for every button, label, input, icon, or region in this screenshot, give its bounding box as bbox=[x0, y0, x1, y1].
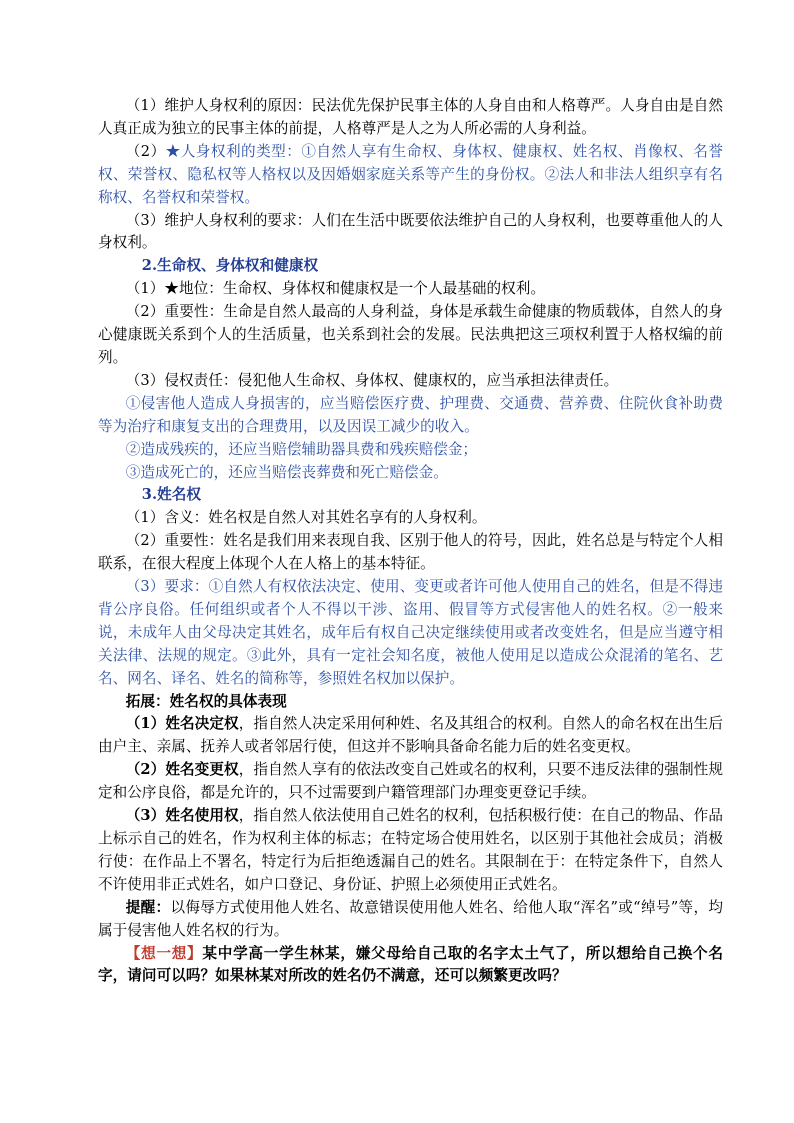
paragraph-text: ，指自然人享有的依法改变自己姓或名的权利，只要不违反法律的强制性规定和公序良俗，都是允许的，只不过需要到户籍管理部门办理变更登记手续。 bbox=[98, 761, 724, 802]
question-text: 某中学高一学生林某，嫌父母给自己取的名字太土气了，所以想给自己换个名字，请问可以吗？如果林某对所改的姓名仍不满意，还可以频繁更改吗？ bbox=[98, 944, 723, 985]
paragraph: （3）侵权责任：侵犯他人生命权、身体权、健康权的，应当承担法律责任。 bbox=[125, 371, 619, 389]
paragraph-text: ，指自然人依法使用自己姓名的权利，包括积极行使：在自己的物品、作品上标示自己的姓名，作为权利主体的标志；在特定场合使用姓名，以区别于其他社会成员；消极行使：在作品上不署名，特定行为后拒绝透漏自己的姓名。其限制在于：在特定条件下，自然人不许使用非正式姓名，如户口登记、身份证、护照上必须使用正式姓名。 bbox=[98, 807, 724, 893]
list-item: ③造成死亡的，还应当赔偿丧葬费和死亡赔偿金。 bbox=[125, 463, 448, 481]
extension-item bbox=[98, 805, 723, 897]
paragraph: （2）重要性：生命是自然人最高的人身利益，身体是承载生命健康的物质载体，自然人的身心健康既关系到个人的生活质量，也关系到社会的发展。民法典把这三项权利置于人格权编的前列。 bbox=[98, 303, 723, 366]
paragraph: （2）重要性：姓名是我们用来表现自我、区别于他人的符号，因此，姓名总是与特定个人相联系，在很大程度上体现个人在人格上的基本特征。 bbox=[98, 532, 723, 573]
key-term: （3）姓名使用权 bbox=[125, 807, 239, 825]
paragraph: （3）维护人身权利的要求：人们在生活中既要依法维护自己的人身权利，也要尊重他人的人身权利。 bbox=[98, 211, 723, 252]
list-item: ②造成残疾的，还应当赔偿辅助器具费和残疾赔偿金； bbox=[125, 440, 478, 458]
reminder bbox=[98, 897, 723, 943]
extension-item bbox=[98, 713, 723, 759]
paragraph: （1）★地位：生命权、身体权和健康权是一个人最基础的权利。 bbox=[125, 280, 546, 298]
paragraph-text: 以侮辱方式使用他人姓名、故意错误使用他人姓名、给他人取“浑名”或“绰号”等，均属于侵害他人姓名权的行为。 bbox=[98, 898, 723, 939]
paragraph-text: ，指自然人决定采用何种姓、名及其组合的权利。自然人的命名权在出生后由户主、亲属、抚养人或者邻居行使，但这并不影响具备命名能力后的姓名变更权。 bbox=[98, 715, 724, 756]
paragraph bbox=[98, 141, 723, 210]
list-item: ①侵害他人造成人身损害的，应当赔偿医疗费、护理费、交通费、营养费、住院伙食补助费等为治疗和康复支出的合理费用，以及因误工减少的收入。 bbox=[98, 394, 723, 435]
extension-item bbox=[98, 759, 723, 805]
think-label: 【想一想】 bbox=[125, 944, 203, 962]
key-term: （1）姓名决定权 bbox=[125, 715, 239, 733]
extension-heading: 拓展：姓名权的具体表现 bbox=[125, 692, 287, 710]
section-heading: 2.生命权、身体权和健康权 bbox=[141, 257, 319, 275]
section-heading: 3.姓名权 bbox=[141, 486, 202, 504]
paragraph: （1）含义：姓名权是自然人对其姓名享有的人身权利。 bbox=[125, 509, 487, 527]
paragraph-text: ①自然人享有生命权、身体权、健康权、姓名权、肖像权、名誉权、荣誉权、隐私权等人格权以及因婚姻家庭关系等产生的身份权。②法人和非法人组织享有名称权、名誉权和荣誉权。 bbox=[98, 142, 724, 206]
think-question bbox=[98, 943, 723, 989]
paragraph-lead: （2） bbox=[125, 142, 166, 160]
paragraph: （3）要求：①自然人有权依法决定、使用、变更或者许可他人使用自己的姓名，但是不得违背公序良俗。任何组织或者个人不得以干涉、盗用、假冒等方式侵害他人的姓名权。②一般来说，未成年人由父母决定其姓名，成年后有权自己决定继续使用或者改变姓名，但是应当遵守相关法律、法规的规定。③此外，具有一定社会知名度，被他人使用足以造成公众混淆的笔名、艺名、网名、译名、姓名的简称等，参照姓名权加以保护。 bbox=[98, 578, 723, 687]
reminder-label: 提醒： bbox=[125, 898, 171, 916]
key-term: （2）姓名变更权 bbox=[125, 761, 239, 779]
document-body bbox=[98, 95, 723, 988]
key-term: ★人身权利的类型： bbox=[165, 142, 302, 160]
paragraph: （1）维护人身权利的原因：民法优先保护民事主体的人身自由和人格尊严。人身自由是自然人真正成为独立的民事主体的前提，人格尊严是人之为人所必需的人身利益。 bbox=[98, 97, 723, 137]
